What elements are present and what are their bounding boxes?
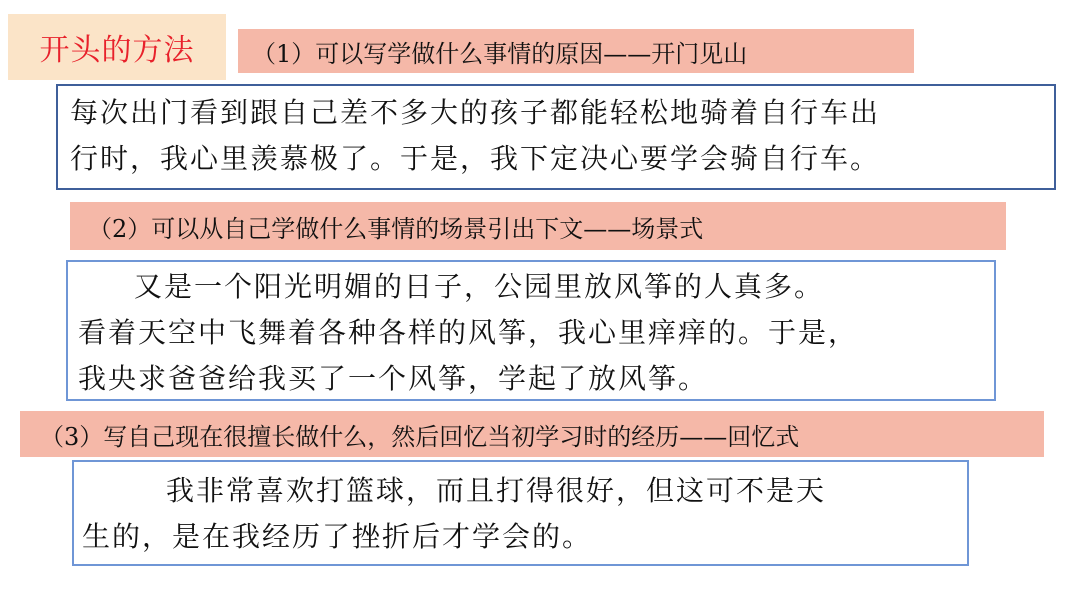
example-line: 每次出门看到跟自己差不多大的孩子都能轻松地骑着自行车出 [70, 96, 881, 129]
section-3-heading: （3）写自己现在很擅长做什么，然后回忆当初学习时的经历——回忆式 [20, 411, 1044, 457]
example-line: 我央求爸爸给我买了一个风筝，学起了放风筝。 [78, 362, 709, 395]
example-line: 看着天空中飞舞着各种各样的风筝，我心里痒痒的。于是， [78, 316, 859, 349]
section-2-heading: （2）可以从自己学做什么事情的场景引出下文——场景式 [70, 202, 1006, 250]
example-line: 又是一个阳光明媚的日子，公园里放风筝的人真多。 [134, 270, 825, 303]
section-1-example [56, 84, 1056, 190]
example-line: 行时，我心里羡慕极了。于是，我下定决心要学会骑自行车。 [70, 142, 881, 175]
section-2-example [66, 260, 996, 401]
page-title: 开头的方法 [39, 33, 195, 68]
example-line: 我非常喜欢打篮球，而且打得很好，但这可不是天 [166, 474, 827, 507]
example-line: 生的，是在我经历了挫折后才学会的。 [82, 520, 593, 553]
section-3-example [72, 460, 969, 566]
section-1-heading: （1）可以写学做什么事情的原因——开门见山 [238, 29, 914, 73]
title-box [8, 14, 226, 80]
